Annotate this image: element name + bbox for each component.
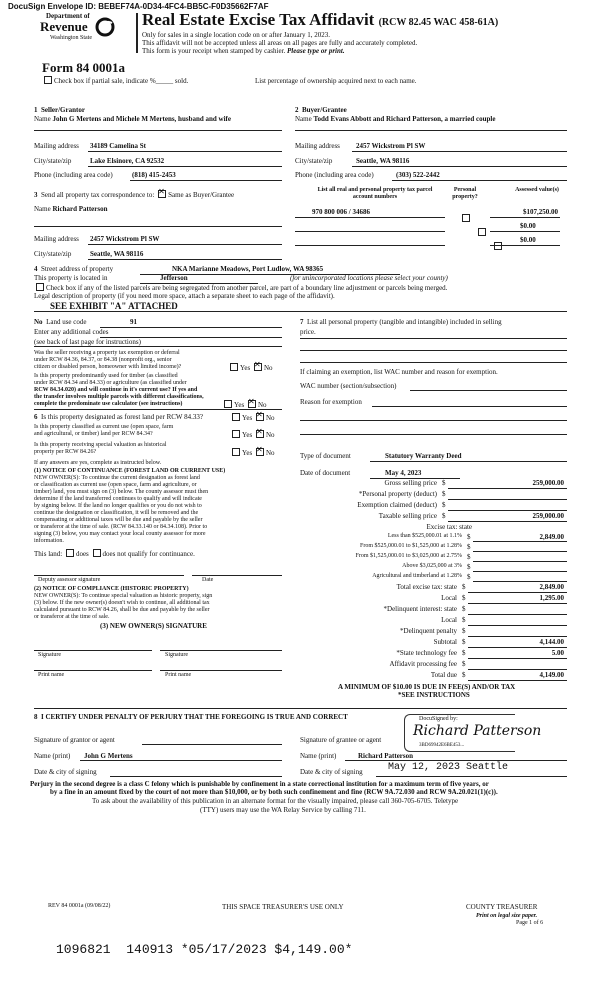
signature-id: 3BD69942E6BE453... bbox=[419, 743, 465, 748]
see-instructions: *SEE INSTRUCTIONS bbox=[398, 691, 470, 699]
signature-label-1: Signature bbox=[38, 652, 61, 658]
grantor-date-label: Date & city of signing bbox=[34, 768, 97, 776]
corr-city[interactable]: Seattle, WA 98116 bbox=[90, 250, 144, 258]
exhibit-note: SEE EXHIBIT "A" ATTACHED bbox=[50, 301, 178, 311]
q2-line5: complete the predominate use calculator (see instructions) bbox=[34, 401, 183, 407]
notice2-line: (3) below. If the new owner(s) doesn't wish to continue, all additional tax bbox=[34, 600, 210, 606]
notice2-title: (2) NOTICE OF COMPLIANCE (HISTORIC PROPERTY) bbox=[34, 586, 189, 592]
q1-no-checkbox[interactable] bbox=[254, 363, 262, 371]
land-does-not-checkbox[interactable] bbox=[93, 549, 101, 557]
notice1-line: information. bbox=[34, 538, 64, 544]
buyer-phone[interactable]: (303) 522-2442 bbox=[396, 171, 440, 179]
bracket-row: Agricultural and timberland at 1.28% $ bbox=[300, 573, 567, 583]
s6-q1-yes-no: Yes ✕ No bbox=[230, 413, 275, 422]
grantor-name[interactable]: John G Mertens bbox=[84, 752, 133, 760]
total-row: *Delinquent interest: state $ bbox=[300, 605, 567, 616]
tax-table bbox=[300, 479, 567, 682]
grantee-name[interactable]: Richard Patterson bbox=[358, 752, 414, 760]
subtotal[interactable]: 4,144.00 bbox=[539, 638, 564, 646]
perjury-line4: (TTY) users may use the WA Relay Service by calling 711. bbox=[200, 806, 366, 814]
docusigned-by: DocuSigned by: bbox=[419, 716, 458, 722]
dept-line2: Revenue bbox=[40, 19, 88, 34]
corr-city-label: City/state/zip bbox=[34, 250, 72, 258]
seller-city-label: City/state/zip bbox=[34, 157, 72, 165]
corr-name-row: Name Richard Patterson bbox=[34, 205, 108, 213]
dor-logo bbox=[40, 13, 118, 61]
total-row: Subtotal $ 4,144.00 bbox=[300, 638, 567, 649]
certify-row: 8 I CERTIFY UNDER PENALTY OF PERJURY THAT THE FOREGOING IS TRUE AND CORRECT bbox=[34, 713, 348, 721]
s6-q3-yes-no: Yes ✕ No bbox=[230, 448, 275, 457]
rev-number: REV 84 0001a (09/08/22) bbox=[48, 903, 111, 909]
tax-row: Exemption claimed (deduct) $ bbox=[300, 501, 567, 512]
bracket-row: Above $3,025,000 at 3% $ bbox=[300, 563, 567, 573]
additional-codes: Enter any additional codes bbox=[34, 328, 109, 336]
total-row: Total excise tax: state $ 2,849.00 bbox=[300, 583, 567, 594]
same-as-buyer-checkbox[interactable] bbox=[158, 190, 166, 198]
notice2-line: calculated pursuant to RCW 84.26, shall be due and payable by the seller bbox=[34, 607, 210, 613]
minimum-note: A MINIMUM OF $10.00 IS DUE IN FEE(S) AND/OR TAX bbox=[338, 683, 516, 691]
property-street[interactable]: NKA Marianne Meadows, Port Ludlow, WA 98365 bbox=[172, 265, 324, 273]
buyer-heading: 2 Buyer/Grantee bbox=[295, 106, 347, 114]
total-row: *State technology fee $ 5.00 bbox=[300, 649, 567, 660]
personal-property-checkbox-3[interactable] bbox=[494, 242, 502, 250]
buyer-name-row: Name Todd Evans Abbott and Richard Patterson, a married couple bbox=[295, 115, 496, 123]
s6-q1: 6 Is this property designated as forest land per RCW 84.33? bbox=[34, 413, 204, 421]
form-number: Form 84 0001a bbox=[42, 60, 126, 75]
total-row: Affidavit processing fee $ bbox=[300, 660, 567, 671]
s6-q2-line1: Is this property classified as current use (open space, farm bbox=[34, 424, 174, 430]
new-owner-sig-title: (3) NEW OWNER(S) SIGNATURE bbox=[100, 622, 207, 630]
notice1-line: or transferor at the time of sale. (RCW 84.33.140 or 84.34.108). Prior to bbox=[34, 524, 208, 530]
dept-line1: Department of bbox=[46, 12, 90, 20]
land-use-row: No Land use code bbox=[34, 318, 87, 326]
notice1-line: timber) land, you must sign on (3) below. The county assessor must then bbox=[34, 489, 209, 495]
seller-phone[interactable]: (818) 415-2453 bbox=[132, 171, 176, 179]
dor-swoosh-icon bbox=[94, 17, 116, 37]
notice1-line: determine if the land transferred continues to qualify and will indicate bbox=[34, 496, 202, 502]
q2-line4: the transfer involves multiple parcels with different classifications, bbox=[34, 394, 204, 400]
state-excise-1-1[interactable]: 2,849.00 bbox=[539, 533, 564, 541]
notice2-line: NEW OWNER(S): To continue special valuation as historic property, sign bbox=[34, 593, 213, 599]
perjury-line3: To ask about the availability of this publication in an alternate format for the visually impaired, please call 360-705-6705. Teletype bbox=[92, 797, 459, 805]
seller-mail[interactable]: 34189 Camelina St bbox=[90, 142, 146, 150]
form-title: Real Estate Excise Tax Affidavit (RCW 82.45 WAC 458-61A) bbox=[142, 10, 499, 29]
grantee-date[interactable]: May 12, 2023 Seattle bbox=[388, 762, 509, 773]
deputy-sig-label: Deputy assessor signature bbox=[38, 577, 101, 583]
note1: Only for sales in a single location code on or after January 1, 2023. bbox=[142, 31, 330, 39]
property-county[interactable]: Jefferson bbox=[160, 274, 188, 282]
tech-fee[interactable]: 5.00 bbox=[551, 649, 564, 657]
q2-line3: RCW 84.34.020) and will continue in it's current use? If yes and bbox=[34, 387, 198, 393]
if-yes-note: If any answers are yes, complete as instructed below. bbox=[34, 460, 162, 466]
buyer-phone-label: Phone (including area code) bbox=[295, 171, 374, 179]
q2-yes-no: Yes ✕ No bbox=[222, 400, 267, 409]
land-does-checkbox[interactable] bbox=[66, 549, 74, 557]
q2-line1: Is this property predominantly used for timber (as classified bbox=[34, 373, 178, 379]
s7-label: 7 List all personal property (tangible and intangible) included in selling bbox=[300, 318, 502, 326]
taxable-selling-price[interactable]: 259,000.00 bbox=[532, 512, 564, 520]
signature-label-2: Signature bbox=[165, 652, 188, 658]
deputy-date-label: Date bbox=[202, 577, 214, 583]
property-street-row: 4 Street address of property bbox=[34, 265, 114, 273]
tax-row: Taxable selling price $ 259,000.00 bbox=[300, 512, 567, 523]
total-row: *Delinquent penalty $ bbox=[300, 627, 567, 638]
notice1-line: continue the designation or classification, it will be removed and the bbox=[34, 510, 199, 516]
county-treasurer: COUNTY TREASURER bbox=[466, 903, 538, 911]
located-label: This property is located in bbox=[34, 274, 108, 282]
notice1-line: or classification as current use (open space, farm and agriculture, or bbox=[34, 482, 197, 488]
dept-line3: Washington State bbox=[50, 35, 93, 41]
print-name-label-1: Print name bbox=[38, 672, 65, 678]
s6-q3-line1: Is this property receiving special valuation as historical bbox=[34, 442, 167, 448]
notice1-line: by signing below. If the land no longer qualifies or you do not wish to bbox=[34, 503, 202, 509]
total-row: Local $ bbox=[300, 616, 567, 627]
legal-note: Legal description of property (if you need more space, attach a separate sheet to each page of the affidavit). bbox=[34, 292, 335, 300]
gross-selling-price[interactable]: 259,000.00 bbox=[532, 479, 564, 487]
seller-name-row: Name John G Mertens and Michele M Mertens, husband and wife bbox=[34, 115, 231, 123]
bracket-row: From $1,525,000.01 to $3,025,000 at 2.75% $ bbox=[300, 553, 567, 563]
corr-name: Richard Patterson bbox=[52, 205, 108, 213]
notice1-line: NEW OWNER(S): To continue the current designation as forest land bbox=[34, 475, 200, 481]
treasurer-stamp: 1096821 140913 *05/17/2023 $4,149.00* bbox=[56, 942, 353, 957]
q1-line3: citizen or disabled person, homeowner with limited income)? bbox=[34, 364, 182, 370]
bracket-row: Less than $525,000.01 at 1.1% $ 2,849.00 bbox=[300, 533, 567, 543]
assessed-value-1[interactable]: $107,250.00 bbox=[523, 208, 558, 216]
note2: This affidavit will not be accepted unless all areas on all pages are fully and accurately completed. bbox=[142, 39, 418, 47]
doc-date-label: Date of document bbox=[300, 469, 351, 477]
buyer-city-label: City/state/zip bbox=[295, 157, 333, 165]
q1-line1: Was the seller receiving a property tax exemption or deferral bbox=[34, 350, 180, 356]
excise-head: Excise tax: state bbox=[426, 523, 472, 531]
total-due[interactable]: 4,149.00 bbox=[539, 671, 564, 679]
bracket-row: From $525,000.01 to $1,525,000 at 1.28% $ bbox=[300, 543, 567, 553]
s6-q1-no-checkbox[interactable] bbox=[256, 413, 264, 421]
docusign-box bbox=[404, 714, 542, 752]
tax-row: Gross selling price $ 259,000.00 bbox=[300, 479, 567, 490]
grantee-name-label: Name (print) bbox=[300, 752, 337, 760]
grantee-date-label: Date & city of signing bbox=[300, 768, 363, 776]
assessed-value-2[interactable]: $0.00 bbox=[520, 222, 536, 230]
notice1-title: (1) NOTICE OF CONTINUANCE (FOREST LAND OR CURRENT USE) bbox=[34, 468, 226, 474]
seller-mail-label: Mailing address bbox=[34, 142, 79, 150]
segregated-checkbox[interactable] bbox=[36, 283, 44, 291]
grantor-name-label: Name (print) bbox=[34, 752, 71, 760]
notice2-line: or transferor at the time of sale. bbox=[34, 614, 110, 620]
doc-date[interactable]: May 4, 2023 bbox=[385, 469, 422, 477]
buyer-mail-label: Mailing address bbox=[295, 142, 340, 150]
page-number: Page 1 of 6 bbox=[516, 920, 544, 926]
perjury-line2: by a fine in an amount fixed by the court of not more than $10,000, or by both such confinement and fine (RCW 9A.72.030 and RCW 9A.20.021(1)(c)). bbox=[50, 788, 498, 796]
partial-sale-checkbox[interactable] bbox=[44, 76, 52, 84]
partial-sale-row: Check box if partial sale, indicate %_____ sold. bbox=[42, 76, 188, 85]
total-excise-state[interactable]: 2,849.00 bbox=[539, 583, 564, 591]
exemption-note: If claiming an exemption, list WAC number and reason for exemption. bbox=[300, 368, 498, 376]
legal-paper-note: Print on legal size paper. bbox=[476, 913, 538, 919]
notice1-line: compensating or additional taxes will be due and payable by the seller bbox=[34, 517, 203, 523]
doc-type[interactable]: Statutory Warranty Deed bbox=[385, 452, 462, 460]
parcels-col1: List all real and personal property tax parcel account numbers bbox=[317, 187, 433, 200]
treasurer-space: THIS SPACE TREASURER'S USE ONLY bbox=[222, 903, 344, 911]
envelope-id: DocuSign Envelope ID: BEBEF74A-0D34-4FC4-BB5C-F0D35662F7AF bbox=[8, 2, 269, 11]
buyer-mail[interactable]: 2457 Wickstrom Pl SW bbox=[356, 142, 426, 150]
q1-yes-checkbox[interactable] bbox=[230, 363, 238, 371]
sig-grantor-label: Signature of grantor or agent bbox=[34, 736, 115, 744]
q1-line2: under RCW 84.36, 84.37, or 84.38 (nonprofit org., senior bbox=[34, 357, 172, 363]
s6-q3-line2: property per RCW 84.26? bbox=[34, 449, 97, 455]
this-land-row: This land: does does not qualify for continuance. bbox=[34, 550, 195, 558]
seller-city[interactable]: Lake Elsinore, CA 92532 bbox=[90, 157, 165, 165]
s6-q2-yes-checkbox[interactable] bbox=[232, 430, 240, 438]
grantee-signature[interactable]: Richard Patterson bbox=[413, 723, 542, 739]
total-row: Local $ 1,295.00 bbox=[300, 594, 567, 605]
parcel-number-1[interactable]: 970 800 006 / 34686 bbox=[312, 208, 370, 216]
correspondence-row: 3 Send all property tax correspondence to: ✕ Same as Buyer/Grantee bbox=[34, 190, 234, 199]
parcels-col2: Personal property? bbox=[452, 187, 478, 200]
s6-q3-no-checkbox[interactable] bbox=[256, 448, 264, 456]
seller-heading: 1 Seller/Grantor bbox=[34, 106, 85, 114]
segregated-row: Check box if any of the listed parcels are being segregated from another parcel, are part of a boundary line adjustment or parcels being merged. bbox=[34, 283, 447, 292]
notice1-line: signing (3) below, you may contact your local county assessor for more bbox=[34, 531, 206, 537]
percent-note: List percentage of ownership acquired next to each name. bbox=[255, 77, 417, 85]
q2-line2: under RCW 84.34 and 84.33) or agriculture (as classified under bbox=[34, 380, 187, 386]
see-back-note: (see back of last page for instructions) bbox=[34, 338, 141, 346]
q2-yes-checkbox[interactable] bbox=[224, 400, 232, 408]
buyer-name: Todd Evans Abbott and Richard Patterson, a married couple bbox=[313, 115, 496, 123]
s6-q1-yes-checkbox[interactable] bbox=[232, 413, 240, 421]
personal-property-checkbox-1[interactable] bbox=[462, 214, 470, 222]
personal-property-checkbox-2[interactable] bbox=[478, 228, 486, 236]
q2-no-checkbox[interactable] bbox=[248, 400, 256, 408]
unincorporated-note: (for unincorporated locations please select your county) bbox=[290, 274, 448, 282]
assessed-value-3[interactable]: $0.00 bbox=[520, 236, 536, 244]
doc-type-label: Type of document bbox=[300, 452, 351, 460]
note3: This form is your receipt when stamped by cashier. Please type or print. bbox=[142, 47, 345, 55]
s6-q2-no-checkbox[interactable] bbox=[256, 430, 264, 438]
sig-grantee-label: Signature of grantee or agent bbox=[300, 736, 382, 744]
perjury-line1: Perjury in the second degree is a class C felony which is punishable by confinement in a state correctional institution for a maximum term of five years, or bbox=[30, 780, 489, 788]
parcels-col3: Assessed value(s) bbox=[515, 187, 559, 193]
total-row: Total due $ 4,149.00 bbox=[300, 671, 567, 682]
seller-phone-label: Phone (including area code) bbox=[34, 171, 113, 179]
land-use-code[interactable]: 91 bbox=[130, 318, 137, 326]
corr-mail-label: Mailing address bbox=[34, 235, 79, 243]
s6-q2-yes-no: Yes ✕ No bbox=[230, 430, 275, 439]
s6-q2-line2: and agricultural, or timber) land per RCW 84.34? bbox=[34, 431, 153, 437]
corr-mail[interactable]: 2457 Wickstrom Pl SW bbox=[90, 235, 160, 243]
s7-label2: price. bbox=[300, 328, 316, 336]
title-ref: (RCW 82.45 WAC 458-61A) bbox=[378, 17, 499, 28]
local-excise[interactable]: 1,295.00 bbox=[539, 594, 564, 602]
buyer-city[interactable]: Seattle, WA 98116 bbox=[356, 157, 410, 165]
seller-name: John G Mertens and Michele M Mertens, husband and wife bbox=[52, 115, 231, 123]
tax-row: *Personal property (deduct) $ bbox=[300, 490, 567, 501]
s6-q3-yes-checkbox[interactable] bbox=[232, 448, 240, 456]
reason-label: Reason for exemption bbox=[300, 398, 362, 406]
print-name-label-2: Print name bbox=[165, 672, 192, 678]
wac-label: WAC number (section/subsection) bbox=[300, 382, 397, 390]
q1-yes-no: Yes ✕ No bbox=[228, 363, 273, 372]
